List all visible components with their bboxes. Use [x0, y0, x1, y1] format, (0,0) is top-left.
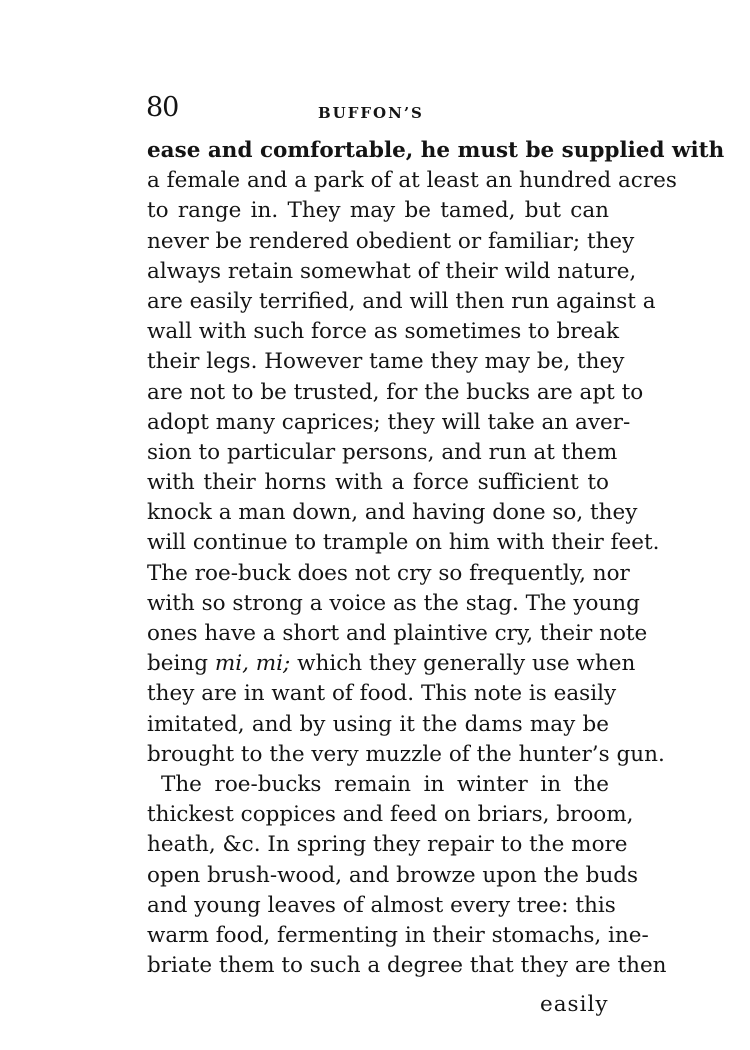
- page-header: [144, 92, 614, 132]
- text-line: adopt many caprices; they will take an aver-: [147, 409, 631, 435]
- text-line: always retain somewhat of their wild nature,: [147, 258, 637, 284]
- text-line: never be rendered obedient or familiar; they: [147, 228, 635, 254]
- italic-call: mi, mi;: [214, 651, 291, 677]
- catchword: easily: [540, 992, 609, 1017]
- text-line: open brush-wood, and browze upon the buds: [147, 862, 639, 888]
- text-line: heath, &c. In spring they repair to the more: [147, 832, 628, 858]
- text-line: a female and a park of at least an hundred acres: [147, 168, 677, 194]
- text-line: they are in want of food. This note is easily: [147, 681, 617, 707]
- text-line: will continue to trample on him with their feet.: [147, 530, 660, 556]
- text-line: briate them to such a degree that they are then: [147, 953, 667, 979]
- text-line: knock a man down, and having done so, they: [147, 500, 638, 526]
- body-text: [147, 136, 725, 981]
- text-line: are easily terrified, and will then run against a: [147, 288, 656, 314]
- text-line: with their horns with a force sufficient to: [147, 470, 609, 496]
- text-fragment: being: [147, 651, 215, 677]
- text-line: wall with such force as sometimes to break: [147, 319, 620, 345]
- text-line: brought to the very muzzle of the hunter’s gun.: [147, 741, 665, 767]
- text-fragment: which they generally use when: [297, 651, 636, 677]
- text-line: and young leaves of almost every tree: this: [147, 892, 616, 918]
- page-number: 80: [146, 92, 179, 123]
- text-line: The roe-buck does not cry so frequently, nor: [147, 560, 630, 586]
- text-line-with-italic: [147, 649, 636, 679]
- text-line: sion to particular persons, and run at them: [147, 439, 618, 465]
- text-line: ones have a short and plaintive cry, their note: [147, 621, 648, 646]
- text-line: thickest coppices and feed on briars, broom,: [147, 802, 634, 828]
- running-head: BUFFON’S: [318, 104, 424, 122]
- text-line: to range in. They may be tamed, but can: [147, 198, 609, 224]
- text-line: ease and comfortable, he must be supplied with: [147, 138, 725, 163]
- paragraph-start-line: The roe-bucks remain in winter in the: [161, 771, 609, 797]
- text-line: with so strong a voice as the stag. The young: [147, 590, 640, 616]
- text-line: are not to be trusted, for the bucks are apt to: [147, 379, 644, 405]
- text-line: imitated, and by using it the dams may be: [147, 711, 609, 737]
- text-line: their legs. However tame they may be, they: [147, 349, 625, 375]
- text-line: warm food, fermenting in their stomachs, ine-: [147, 922, 649, 948]
